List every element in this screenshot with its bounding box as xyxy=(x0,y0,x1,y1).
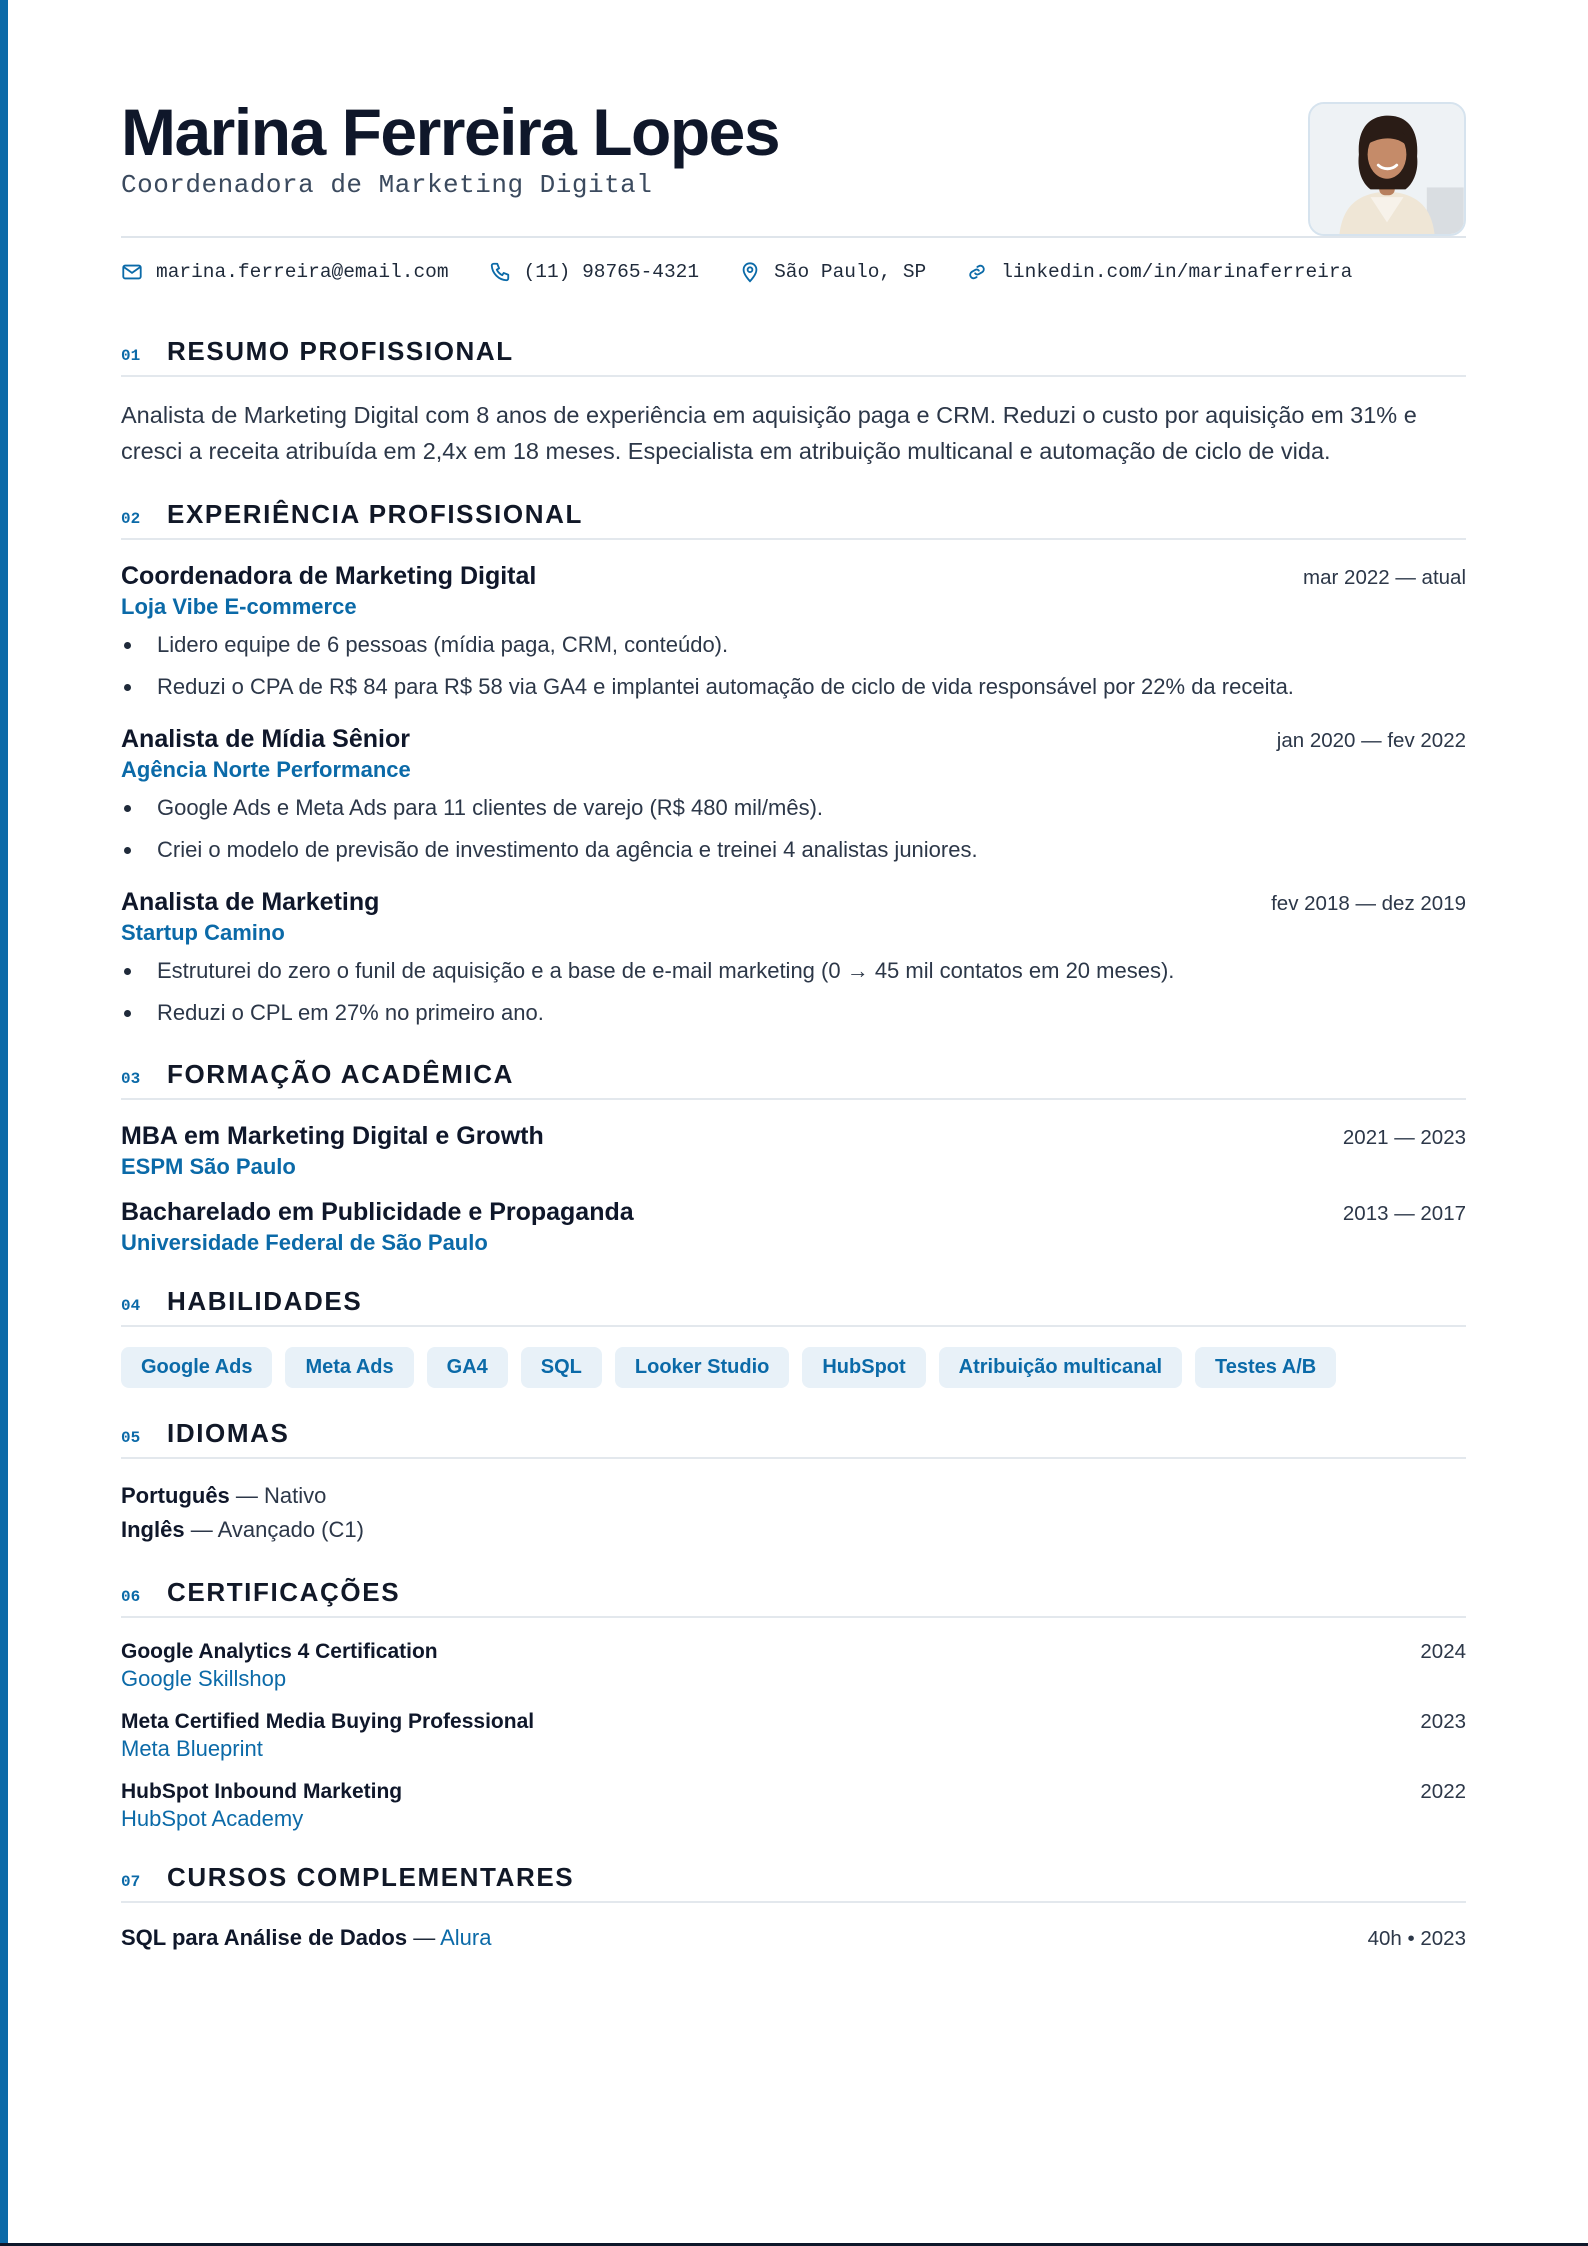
certification-title: Google Analytics 4 Certification xyxy=(121,1640,438,1663)
section-title: FORMAÇÃO ACADÊMICA xyxy=(167,1059,515,1089)
accent-bar xyxy=(0,0,8,2246)
section-header xyxy=(121,1418,1466,1459)
job-entry xyxy=(121,562,1466,703)
certification-title: Meta Certified Media Buying Professional xyxy=(121,1710,535,1733)
contact-location xyxy=(739,261,926,283)
job-bullets xyxy=(121,954,1466,1029)
contact-linkedin[interactable] xyxy=(966,261,1352,283)
section-header xyxy=(121,499,1466,540)
degree-date: 2021 — 2023 xyxy=(1342,1126,1466,1149)
course-entry xyxy=(121,1925,1466,1951)
job-bullet: Lidero equipe de 6 pessoas (mídia paga, CRM, conteúdo). xyxy=(121,628,1466,661)
certification-issuer: HubSpot Academy xyxy=(121,1806,304,1831)
language-item xyxy=(121,1479,1466,1513)
section-number: 04 xyxy=(121,1297,141,1315)
contact-phone[interactable] xyxy=(489,261,700,283)
job-bullet: Reduzi o CPA de R$ 84 para R$ 58 via GA4 e implantei automação de ciclo de vida responsável por 22% da receita. xyxy=(121,670,1466,703)
section-number: 03 xyxy=(121,1070,141,1088)
skill-chip: Meta Ads xyxy=(285,1347,413,1388)
degree-date: 2013 — 2017 xyxy=(1342,1202,1466,1225)
section-number: 07 xyxy=(121,1873,141,1891)
section-header xyxy=(121,1862,1466,1903)
course-provider: Alura xyxy=(440,1925,492,1950)
section-title: RESUMO PROFISSIONAL xyxy=(167,336,514,366)
contact-linkedin-text: linkedin.com/in/marinaferreira xyxy=(1001,261,1353,283)
section-number: 01 xyxy=(121,347,141,365)
resume-header xyxy=(121,96,1466,236)
job-bullets xyxy=(121,628,1466,703)
job-bullet: Criei o modelo de previsão de investimento da agência e treinei 4 analistas juniores. xyxy=(121,833,1466,866)
language-list xyxy=(121,1479,1466,1547)
certification-entry xyxy=(121,1780,1466,1832)
job-date: mar 2022 — atual xyxy=(1303,566,1466,589)
section-education xyxy=(121,1059,1466,1256)
location-pin-icon xyxy=(739,261,761,283)
course-meta: 40h • 2023 xyxy=(1367,1927,1466,1950)
language-item xyxy=(121,1513,1466,1547)
section-title: IDIOMAS xyxy=(167,1418,290,1448)
job-title: Analista de Mídia Sênior xyxy=(121,725,410,753)
language-level: — Nativo xyxy=(235,1483,327,1508)
section-title: HABILIDADES xyxy=(167,1286,363,1316)
certification-entry xyxy=(121,1640,1466,1692)
certification-title: HubSpot Inbound Marketing xyxy=(121,1780,403,1803)
section-header xyxy=(121,1577,1466,1618)
job-bullet: Google Ads e Meta Ads para 11 clientes de varejo (R$ 480 mil/mês). xyxy=(121,791,1466,824)
section-experience xyxy=(121,499,1466,1029)
job-title: Analista de Marketing xyxy=(121,888,380,916)
section-title: CURSOS COMPLEMENTARES xyxy=(167,1862,575,1892)
certification-year: 2023 xyxy=(1420,1710,1466,1733)
section-number: 05 xyxy=(121,1429,141,1447)
contact-bar xyxy=(121,238,1466,306)
course-label xyxy=(121,1925,491,1951)
section-summary xyxy=(121,336,1466,469)
job-date: fev 2018 — dez 2019 xyxy=(1271,892,1466,915)
section-courses xyxy=(121,1862,1466,1951)
job-entry xyxy=(121,888,1466,1029)
person-title: Coordenadora de Marketing Digital xyxy=(121,170,653,200)
skill-list xyxy=(121,1347,1466,1388)
skill-chip: Testes A/B xyxy=(1195,1347,1336,1388)
language-name: Português xyxy=(121,1483,230,1508)
person-name: Marina Ferreira Lopes xyxy=(121,95,780,169)
job-date: jan 2020 — fev 2022 xyxy=(1276,729,1466,752)
summary-text: Analista de Marketing Digital com 8 anos de experiência em aquisição paga e CRM. Reduzi o custo por aquisição em 31% e cresci a receita atribuída em 2,4x em 18 meses. Especialista em atribuição multicanal e automação de ciclo de vida. xyxy=(121,402,1417,464)
course-separator: — xyxy=(407,1925,441,1950)
certification-issuer: Meta Blueprint xyxy=(121,1736,263,1761)
skill-chip: Google Ads xyxy=(121,1347,272,1388)
skill-chip: Atribuição multicanal xyxy=(939,1347,1182,1388)
section-title: CERTIFICAÇÕES xyxy=(167,1577,401,1607)
language-level: — Avançado (C1) xyxy=(190,1517,364,1542)
skill-chip: Looker Studio xyxy=(615,1347,789,1388)
skill-chip: SQL xyxy=(521,1347,602,1388)
job-company: Startup Camino xyxy=(121,920,285,945)
certification-year: 2022 xyxy=(1420,1780,1466,1803)
section-number: 06 xyxy=(121,1588,141,1606)
section-skills xyxy=(121,1286,1466,1388)
job-bullet: Estruturei do zero o funil de aquisição e a base de e-mail marketing (0 → 45 mil contatos em 20 meses). xyxy=(121,954,1466,987)
degree-institution: ESPM São Paulo xyxy=(121,1154,296,1179)
link-icon xyxy=(966,261,988,283)
contact-phone-text: (11) 98765-4321 xyxy=(523,261,700,283)
certification-issuer: Google Skillshop xyxy=(121,1666,287,1691)
resume-page xyxy=(121,96,1466,1951)
section-header xyxy=(121,336,1466,377)
job-title: Coordenadora de Marketing Digital xyxy=(121,562,537,590)
language-name: Inglês xyxy=(121,1517,185,1542)
skill-chip: HubSpot xyxy=(802,1347,925,1388)
mail-icon xyxy=(121,261,143,283)
contact-email[interactable] xyxy=(121,261,449,283)
section-header xyxy=(121,1286,1466,1327)
profile-photo xyxy=(1308,102,1466,236)
job-bullets xyxy=(121,791,1466,866)
certification-entry xyxy=(121,1710,1466,1762)
job-company: Loja Vibe E-commerce xyxy=(121,594,357,619)
job-bullet: Reduzi o CPL em 27% no primeiro ano. xyxy=(121,996,1466,1029)
contact-location-text: São Paulo, SP xyxy=(774,261,927,283)
degree-institution: Universidade Federal de São Paulo xyxy=(121,1230,488,1255)
degree-title: Bacharelado em Publicidade e Propaganda xyxy=(121,1198,634,1226)
section-header xyxy=(121,1059,1466,1100)
degree-title: MBA em Marketing Digital e Growth xyxy=(121,1122,544,1150)
contact-email-text: marina.ferreira@email.com xyxy=(156,261,449,283)
skill-chip: GA4 xyxy=(427,1347,508,1388)
section-number: 02 xyxy=(121,510,141,528)
education-entry xyxy=(121,1198,1466,1256)
phone-icon xyxy=(489,261,511,283)
certification-year: 2024 xyxy=(1420,1640,1466,1663)
job-company: Agência Norte Performance xyxy=(121,757,411,782)
profile-photo-illustration xyxy=(1310,104,1464,234)
job-entry xyxy=(121,725,1466,866)
education-entry xyxy=(121,1122,1466,1180)
course-title: SQL para Análise de Dados xyxy=(121,1925,408,1950)
section-languages xyxy=(121,1418,1466,1547)
section-certifications xyxy=(121,1577,1466,1832)
section-title: EXPERIÊNCIA PROFISSIONAL xyxy=(167,499,583,529)
